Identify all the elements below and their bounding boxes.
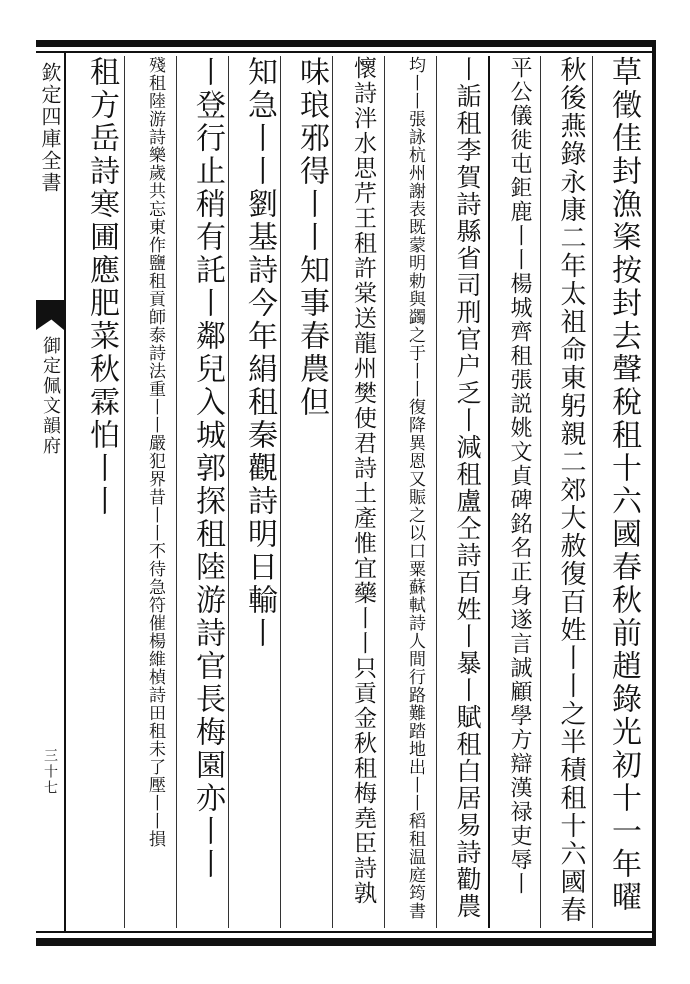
text-column-6: 懷詩泮水思芹王租許棠送龍州樊使君詩土產惟宜藥丨丨只貢金秋租梅堯臣詩孰 [350,56,376,906]
text-column-1: 草徵佳封漁秶按封去聲稅租十六國春秋前趙錄光初十一年曜 [606,56,641,914]
frame-top-inner-rule [36,51,654,53]
text-block [70,56,648,928]
text-column-4: 丨詬租李賀詩縣省司刑官户乏丨減租盧仝詩百姓丨暴丨賦租白居易詩勸農 [453,56,482,920]
frame-top-rule [36,40,654,47]
text-column-7: 味琅邪得丨丨知事春農但 [294,56,329,419]
spine-divider [64,53,66,931]
text-column-11: 租方岳詩寒圃應肥菜秋霖怕丨丨 [84,56,119,518]
spine-page-number: 三十七 [42,748,58,796]
text-column-9: 丨登行止稍有託丨鄰兒入城郭探租陸游詩官長梅園亦丨丨 [190,56,225,881]
text-column-2: 秋後燕錄永康二年太祖命東躬親二郊大赦復百姓丨丨之半積租十六國春 [556,56,586,924]
fishtail-mark [36,300,64,330]
frame-bottom-rule [36,938,654,946]
spine-book-title: 御定佩文韻府 [40,336,61,456]
text-column-10: 殘租陸游詩樂歲共忘東作鹽租貢師泰詩法重丨丨嚴犯界昔丨丨不待急符催楊維楨詩田租未了壓丨丨損 [145,56,165,848]
text-column-5: 均丨丨張詠杭州謝表既蒙明勅與蠲之于丨丨復降異恩又賑之以口粟蘇軾詩人間行路難踏地出丨丨稻租温庭筠書 [405,56,425,920]
frame-bottom-inner-rule [36,931,654,933]
text-column-3: 平公儀徙屯鉅鹿丨丨楊城齊租張説姚文貞碑銘名正身遂言誠顧學方辯漢禄吏辱丨 [507,56,532,896]
text-column-8: 知急丨丨劉基詩今年絹租秦觀詩明日輸丨 [242,56,277,650]
spine-title: 欽定四庫全書 [38,62,62,194]
frame-right-rule [652,40,656,946]
